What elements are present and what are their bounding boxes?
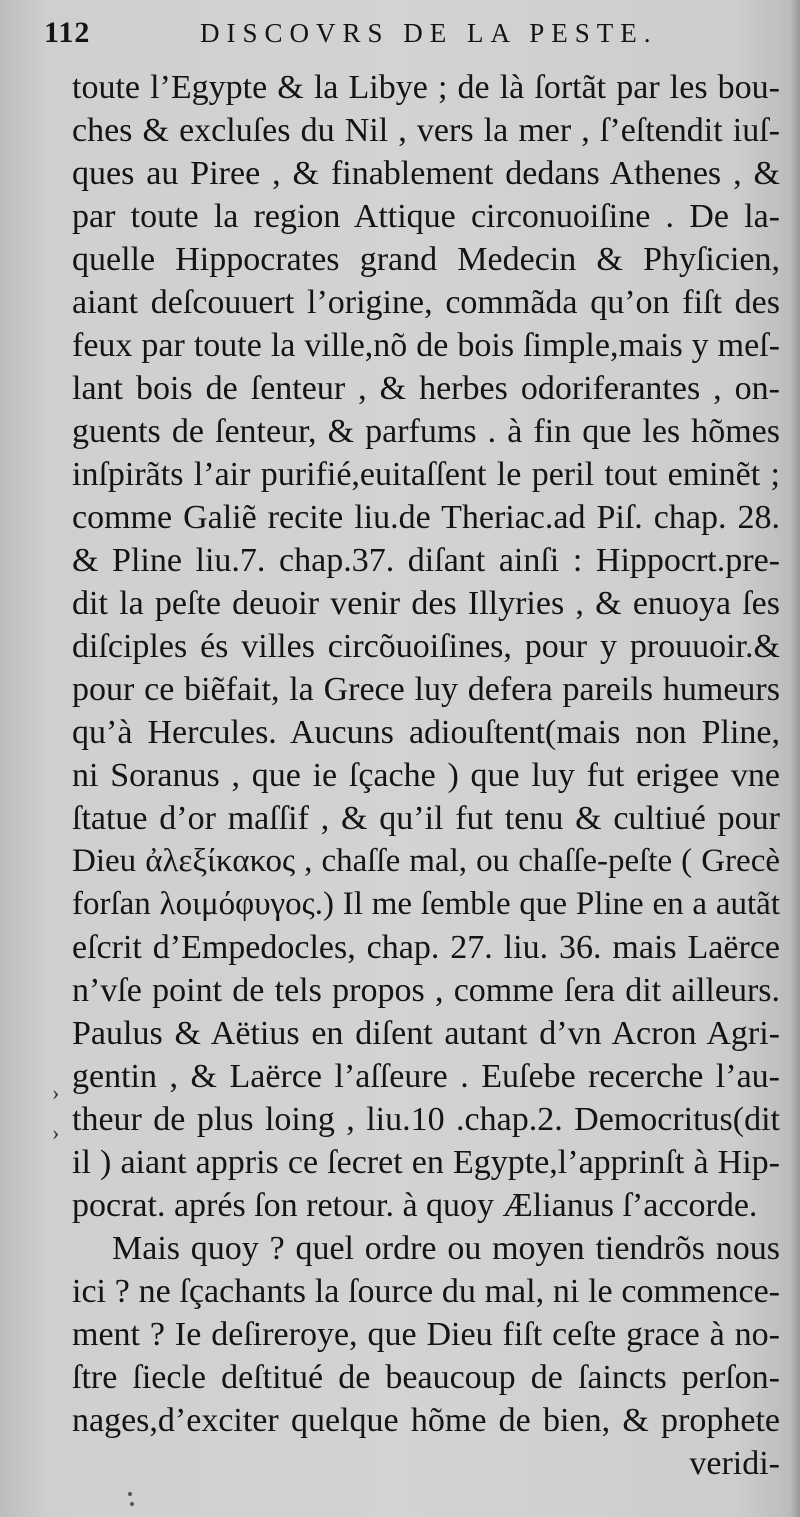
text-line: & Pline liu.7. chap.37. diſant ainſi : Hippocrt.pre- [72, 542, 780, 579]
text-line: ici ? ne ſçachants la ſource du mal, ni le commence- [72, 1273, 780, 1310]
body-text [72, 66, 780, 1485]
margin-mark: › [52, 1120, 60, 1145]
text-line: aiant deſcouuert l’origine, commãda qu’on fiſt des [72, 284, 780, 321]
text-line: feux par toute la ville,nõ de bois ſimple,mais y meſ- [72, 327, 780, 364]
text-line: theur de plus loing , liu.10 .chap.2. Democritus(dit [72, 1101, 780, 1138]
page-number: 112 [44, 16, 91, 49]
text-line: ſtre ſiecle deſtitué de beaucoup de ſaincts perſon- [72, 1359, 780, 1396]
ink-speck [128, 1492, 132, 1496]
text-line: par toute la region Attique circonuoiſine . De la- [72, 198, 780, 235]
text-line: ques au Piree , & finablement dedans Athenes , & [72, 155, 780, 192]
text-line: inſpirãts l’air purifié,euitaſſent le peril tout eminẽt ; [72, 456, 780, 493]
text-line: Paulus & Aëtius en diſent autant d’vn Acron Agri- [72, 1015, 780, 1052]
text-line: il ) aiant appris ce ſecret en Egypte,l’apprinſt à Hip- [72, 1144, 780, 1181]
text-line: ment ? Ie deſireroye, que Dieu fiſt ceſte grace à no- [72, 1316, 780, 1353]
text-line: pour ce biẽfait, la Grece luy defera pareils humeurs [72, 671, 780, 708]
text-line: quelle Hippocrates grand Medecin & Phyſicien, [72, 241, 780, 278]
page-header [44, 14, 764, 60]
ink-speck [130, 1502, 134, 1506]
running-title: DISCOVRS DE LA PESTE. [200, 18, 658, 48]
text-line: lant bois de ſenteur , & herbes odoriferantes , on- [72, 370, 780, 407]
page-edge-shadow [790, 0, 800, 1517]
text-line: diſciples és villes circõuoiſines, pour y prouuoir.& [72, 628, 780, 665]
text-line: toute l’Egypte & la Libye ; de là ſortãt par les bou- [72, 69, 780, 106]
text-line: dit la peſte deuoir venir des Illyries , & enuoya ſes [72, 585, 780, 622]
text-line: Mais quoy ? quel ordre ou moyen tiendrõs nous [112, 1230, 780, 1267]
text-line: guents de ſenteur, & parfums . à fin que les hõmes [72, 413, 780, 450]
catchword: veridi- [689, 1445, 780, 1482]
text-line: ſtatue d’or maſſif , & qu’il fut tenu & cultiué pour [72, 800, 780, 837]
text-line: ches & excluſes du Nil , vers la mer , ſ’eſtendit iuſ- [72, 112, 780, 149]
text-line: comme Galiẽ recite liu.de Theriac.ad Piſ. chap. 28. [72, 499, 780, 536]
text-line: ni Soranus , que ie ſçache ) que luy fut erigee vne [72, 757, 780, 794]
text-line: gentin , & Laërce l’aſſeure . Euſebe recerche l’au- [72, 1058, 780, 1095]
text-line: n’vſe point de tels propos , comme ſera dit ailleurs. [72, 972, 780, 1009]
text-line: forſan λοιμόφυγος.) Il me ſemble que Pline en a autãt [72, 886, 780, 922]
text-line: nages,d’exciter quelque hõme de bien, & prophete [72, 1402, 780, 1439]
margin-mark: › [52, 1080, 60, 1105]
text-line: pocrat. aprés ſon retour. à quoy Ælianus ſ’accorde. [72, 1187, 758, 1224]
text-line: Dieu ἀλεξίκακος , chaſſe mal, ou chaſſe-peſte ( Grecè [72, 843, 780, 879]
text-line: eſcrit d’Empedocles, chap. 27. liu. 36. mais Laërce [72, 929, 780, 966]
text-line: qu’à Hercules. Aucuns adiouſtent(mais non Pline, [72, 714, 780, 751]
